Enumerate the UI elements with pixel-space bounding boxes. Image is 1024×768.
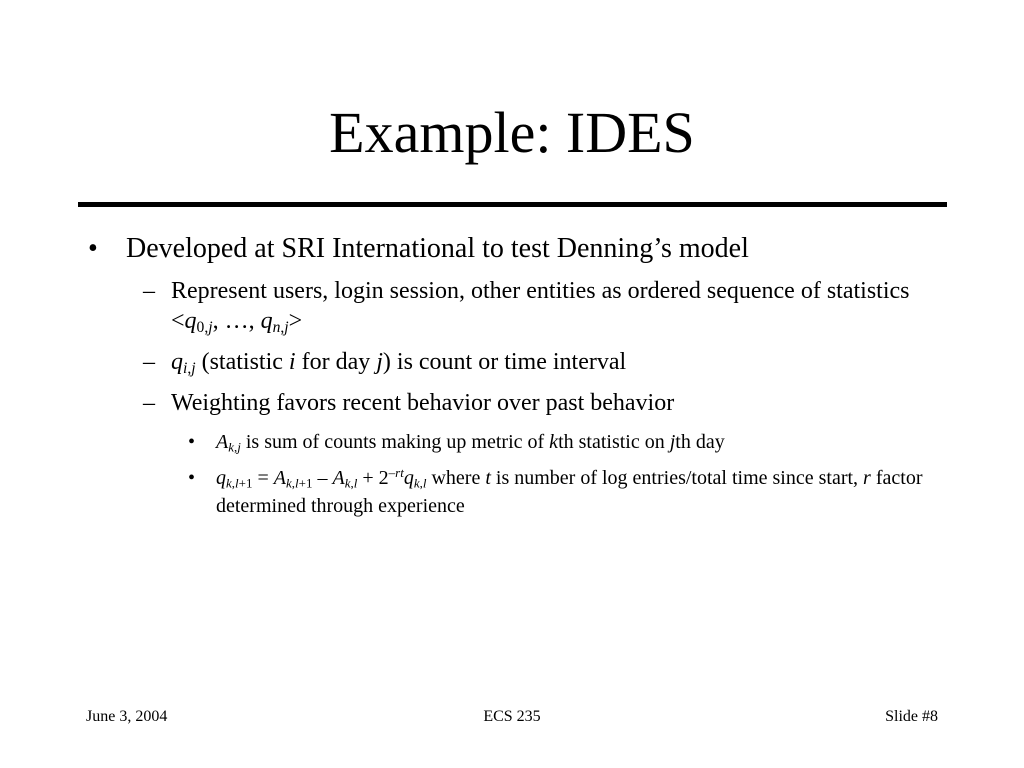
var-a: A xyxy=(216,431,229,453)
subsubbullet-akj: • $A_{k,j}$ is sum of counts making up metric of kth statistic on jth day xyxy=(188,428,948,456)
dash-marker: – xyxy=(143,390,155,416)
subbullet-represent-users xyxy=(143,276,948,336)
var-q: q xyxy=(184,308,197,334)
subbullet-text: Weighting favors recent behavior over past behavior xyxy=(171,390,675,416)
exponent-minus-rt: –rt xyxy=(388,464,404,480)
dash-marker: – xyxy=(143,278,155,304)
var-j: j xyxy=(376,349,383,375)
subscript-nj: n,j xyxy=(272,318,289,336)
subbullet-text: Represent users, login session, other entities as ordered sequence of statistics < xyxy=(171,278,910,334)
var-q: q xyxy=(260,308,273,334)
dash-marker: – xyxy=(143,349,155,375)
subscript-0j: 0,j xyxy=(196,318,213,336)
subbullet-qij-definition: – $q_{i,j}$ (statistic i for day j) is count or time interval xyxy=(143,349,627,377)
subscript-kj: k,j xyxy=(228,439,241,455)
var-i: i xyxy=(288,349,296,375)
footer-slide-number: Slide #8 xyxy=(885,708,938,725)
var-r: r xyxy=(863,467,871,489)
bullet-marker: • xyxy=(188,467,196,489)
var-a: A xyxy=(332,467,345,489)
closing-bracket: > xyxy=(288,308,303,334)
slide-title: Example: IDES xyxy=(329,100,695,165)
bullet-developed-at-sri xyxy=(88,232,948,266)
bullet-marker: • xyxy=(88,233,98,264)
var-q: q xyxy=(171,349,183,375)
subscript-kl1: k,l+1 xyxy=(226,475,253,491)
var-a: A xyxy=(273,467,286,489)
var-k: k xyxy=(549,431,559,453)
bullet-marker: • xyxy=(188,431,196,453)
subscript-kl: k,l xyxy=(413,475,427,491)
title-divider xyxy=(78,202,947,207)
slide-content xyxy=(88,232,948,520)
bullet-text: Developed at SRI International to test Denning’s model xyxy=(126,233,749,264)
subsubbullet-q-formula: • $q_{k,l+1} = A_{k,l+1} - A_{k,l} + 2^{-rt}q_{k,l}$ where t is number of log entries/total time since start, r factor determined through experience xyxy=(188,464,923,517)
subscript-kl: k,l xyxy=(344,475,358,491)
subscript-kl1: k,l+1 xyxy=(286,475,313,491)
var-j: j xyxy=(669,431,676,453)
var-q: q xyxy=(403,467,414,489)
var-t: t xyxy=(485,467,491,489)
footer-date: June 3, 2004 xyxy=(86,708,168,725)
subscript-ij: i,j xyxy=(183,359,196,377)
ellipsis-text: , …, xyxy=(212,308,261,334)
subbullet-weighting xyxy=(143,388,948,418)
footer-course: ECS 235 xyxy=(483,708,541,725)
var-q: q xyxy=(216,467,226,489)
